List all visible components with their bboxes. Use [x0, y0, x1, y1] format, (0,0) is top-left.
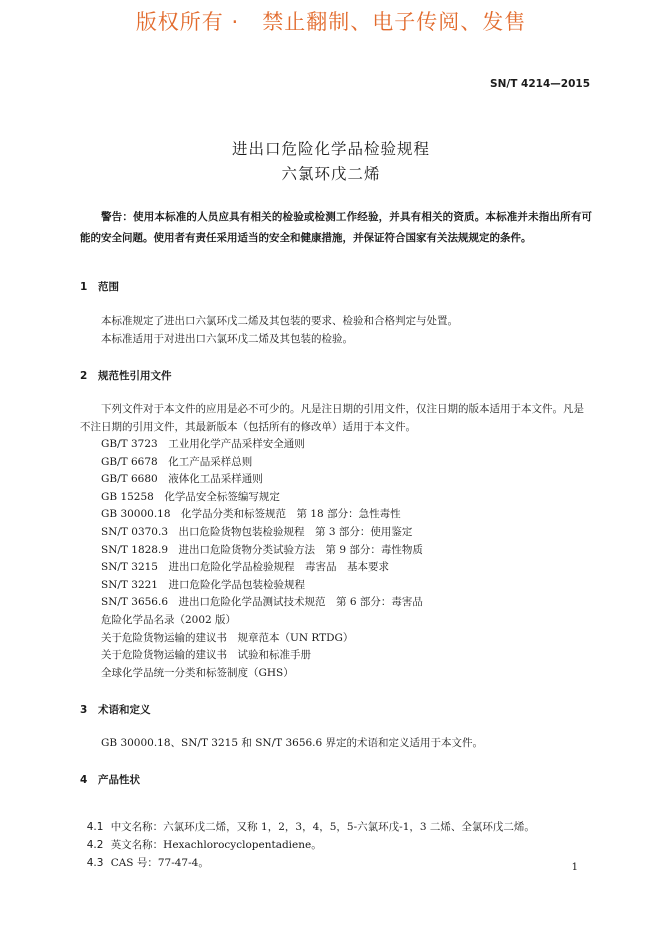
item-number: 4.3	[86, 857, 104, 869]
section-heading-scope	[80, 279, 119, 294]
reference-item: GB/T 3723 工业用化学产品采样安全通则	[101, 438, 305, 450]
document-subtitle: 六氯环戊二烯	[281, 165, 381, 183]
reference-item: GB/T 6678 化工产品采样总则	[101, 455, 253, 468]
reference-list	[101, 436, 423, 682]
reference-item: SN/T 0370.3 出口危险货物包装检验规程 第 3 部分：使用鉴定	[101, 525, 413, 538]
reference-item: 危险化学品名录（2002 版）	[101, 613, 237, 626]
section-heading-terms	[80, 702, 151, 717]
section-number: 2	[80, 370, 88, 382]
section-number: 1	[80, 281, 88, 293]
warning-paragraph: 警告：使用本标准的人员应具有相关的检验或检测工作经验，并具有相关的资质。本标准并未指出所有可能的安全问题。使用者有责任采用适当的安全和健康措施，并保证符合国家有关法规规定的条件。	[80, 211, 592, 244]
item-text: 中文名称：六氯环戊二烯，又称 1，2，3，4，5，5-六氯环戊-1，3 二烯、全氯环戊二烯。	[110, 821, 535, 833]
section-title: 术语和定义	[98, 704, 151, 716]
terms-paragraph: GB 30000.18、SN/T 3215 和 SN/T 3656.6 界定的术语和定义适用于本文件。	[101, 737, 484, 749]
reference-item: SN/T 3221 进口危险化学品包装检验规程	[101, 578, 305, 591]
property-item	[80, 843, 209, 870]
section-title: 范围	[98, 281, 119, 293]
reference-item: 关于危险货物运输的建议书 试验和标准手册	[101, 649, 311, 662]
section-heading-product-properties	[80, 772, 140, 787]
item-number: 4.2	[86, 839, 104, 851]
copyright-watermark: 版权所有 · 禁止翻制、电子传阅、发售	[135, 10, 527, 34]
section-title: 规范性引用文件	[98, 370, 172, 382]
page-number: 1	[571, 862, 578, 873]
scope-paragraph-1: 本标准规定了进出口六氯环戊二烯及其包装的要求、检验和合格判定与处置。	[101, 315, 458, 327]
section-title: 产品性状	[98, 774, 140, 786]
reference-item: GB/T 6680 液体化工品采样通则	[101, 473, 263, 486]
standard-number: SN/T 4214—2015	[490, 78, 590, 90]
reference-item: SN/T 1828.9 进出口危险货物分类试验方法 第 9 部分：毒性物质	[101, 543, 423, 556]
item-text: CAS 号：77-47-4。	[110, 857, 209, 869]
scope-paragraph-2: 本标准适用于对进出口六氯环戊二烯及其包装的检验。	[101, 333, 353, 345]
item-text: 英文名称：Hexachlorocyclopentadiene。	[110, 839, 322, 851]
item-number: 4.1	[86, 821, 104, 833]
reference-item: GB 15258 化学品安全标签编写规定	[101, 490, 280, 503]
reference-item: 关于危险货物运输的建议书 规章范本（UN RTDG）	[101, 631, 354, 644]
reference-item: 全球化学品统一分类和标签制度（GHS）	[101, 666, 294, 679]
document-title: 进出口危险化学品检验规程	[231, 140, 430, 158]
section-number: 3	[80, 704, 88, 716]
references-intro: 下列文件对于本文件的应用是必不可少的。凡是注日期的引用文件，仅注日期的版本适用于本文件。凡是不注日期的引用文件，其最新版本（包括所有的修改单）适用于本文件。	[80, 403, 584, 433]
section-number: 4	[80, 774, 88, 786]
reference-item: GB 30000.18 化学品分类和标签规范 第 18 部分：急性毒性	[101, 508, 401, 521]
reference-item: SN/T 3656.6 进出口危险化学品测试技术规范 第 6 部分：毒害品	[101, 596, 423, 609]
section-heading-normative-references	[80, 368, 172, 383]
reference-item: SN/T 3215 进出口危险化学品检验规程 毒害品 基本要求	[101, 561, 389, 574]
